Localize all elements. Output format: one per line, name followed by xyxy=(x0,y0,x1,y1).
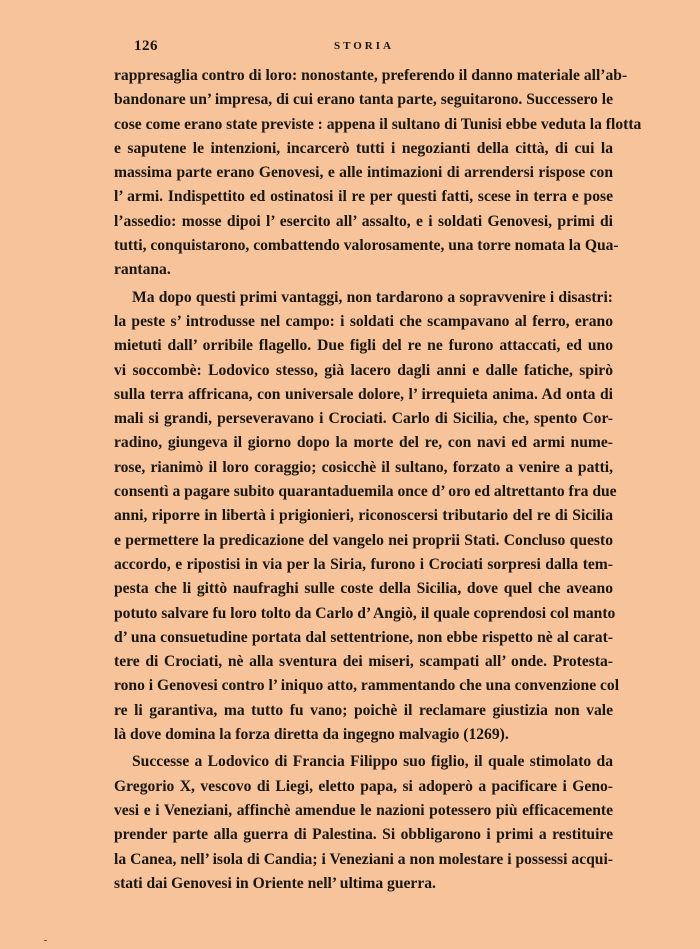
paragraph xyxy=(114,64,642,283)
page-number: 126 xyxy=(134,38,158,54)
text-line: e permettere la predicazione del vangelo nei proprii Stati. Concluso questo xyxy=(114,531,613,549)
text-line: mali si grandi, perseveravano i Crociati. Carlo di Sicilia, che, spento Cor- xyxy=(114,410,613,428)
text-line: d’ una consuetudine portata dal settentrione, non ebbe rispetto nè al carat- xyxy=(114,628,613,646)
paper-speck xyxy=(44,940,47,941)
text-line: pesta che li gittò naufraghi sulle coste della Sicilia, dove quel che aveano xyxy=(114,580,613,598)
text-line: rappresaglia contro di loro: nonostante, preferendo il danno materiale all’ab- xyxy=(114,67,628,84)
text-line: tutti, conquistarono, combattendo valorosamente, una torre nomata la Qua- xyxy=(114,237,619,255)
text-line: tere di Crociati, nè alla sventura dei miseri, scampati all’ onde. Protesta- xyxy=(114,653,613,671)
running-head: STORIA xyxy=(334,40,394,52)
text-line: Ma dopo questi primi vantaggi, non tardarono a sopravvenire i disastri: xyxy=(132,288,613,306)
text-line: rono i Genovesi contro l’ iniquo atto, rammentando che una convenzione col xyxy=(114,677,620,695)
text-line: cose come erano state previste : appena il sultano di Tunisi ebbe veduta la flotta xyxy=(114,115,642,133)
paragraph xyxy=(114,750,613,896)
text-line: bandonare un’ impresa, di cui erano tanta parte, seguitarono. Successero le xyxy=(114,91,613,109)
text-line: radino, giungeva il giorno dopo la morte del re, con navi ed armi nume- xyxy=(114,434,613,452)
text-line: rantana. xyxy=(114,261,171,279)
text-line: stati dai Genovesi in Oriente nell’ ultima guerra. xyxy=(114,874,436,892)
body-text xyxy=(114,64,642,896)
text-line: anni, riporre in libertà i prigionieri, riconoscersi tributario del re di Sicilia xyxy=(114,507,613,525)
text-line: consentì a pagare subito quarantaduemila once d’ oro ed altrettanto fra due xyxy=(114,483,617,501)
text-line: sulla terra affricana, con universale dolore, l’ irrequieta anima. Ad onta di xyxy=(114,385,613,403)
text-line: Gregorio X, vescovo di Liegi, eletto papa, si adoperò a pacificare i Geno- xyxy=(114,777,613,795)
text-line: l’assedio: mosse dipoi l’ esercito all’ assalto, e i soldati Genovesi, primi di xyxy=(114,212,613,230)
text-line: accordo, e ripostisi in via per la Siria, furono i Crociati sorpresi dalla tem- xyxy=(114,555,613,573)
paragraph xyxy=(114,286,620,748)
text-line: Successe a Lodovico di Francia Filippo suo figlio, il quale stimolato da xyxy=(132,753,613,771)
text-line: là dove domina la forza diretta da ingegno malvagio (1269). xyxy=(114,726,509,744)
text-line: la peste s’ introdusse nel campo: i soldati che scampavano al ferro, erano xyxy=(114,312,613,330)
text-line: e saputene le intenzioni, incarcerò tutti i negozianti della città, di cui la xyxy=(114,139,613,157)
text-line: mietuti dall’ orribile flagello. Due figli del re ne furono attaccati, ed uno xyxy=(114,337,613,355)
text-line: potuto salvare fu loro tolto da Carlo d’ Angiò, il quale coprendosi col manto xyxy=(114,604,616,622)
text-line: rose, rianimò il loro coraggio; cosicchè il sultano, forzato a venire a patti, xyxy=(114,458,613,476)
text-line: l’ armi. Indispettito ed ostinatosi il re per questi fatti, scese in terra e pose xyxy=(114,188,613,206)
text-line: vi soccombè: Lodovico stesso, già lacero dagli anni e dalle fatiche, spirò xyxy=(114,361,613,379)
text-line: prender parte alla guerra di Palestina. Si obbligarono i primi a restituire xyxy=(114,826,613,844)
text-line: massima parte erano Genovesi, e alle intimazioni di arrendersi rispose con xyxy=(114,164,613,182)
text-line: la Canea, nell’ isola di Candia; i Veneziani a non molestare i possessi acqui- xyxy=(114,850,613,868)
text-line: vesi e i Veneziani, affinchè amendue le nazioni potessero più efficacemente xyxy=(114,801,613,819)
page-header xyxy=(114,38,614,60)
text-line: re li garantiva, ma tutto fu vano; poichè il reclamare giustizia non vale xyxy=(114,701,613,719)
